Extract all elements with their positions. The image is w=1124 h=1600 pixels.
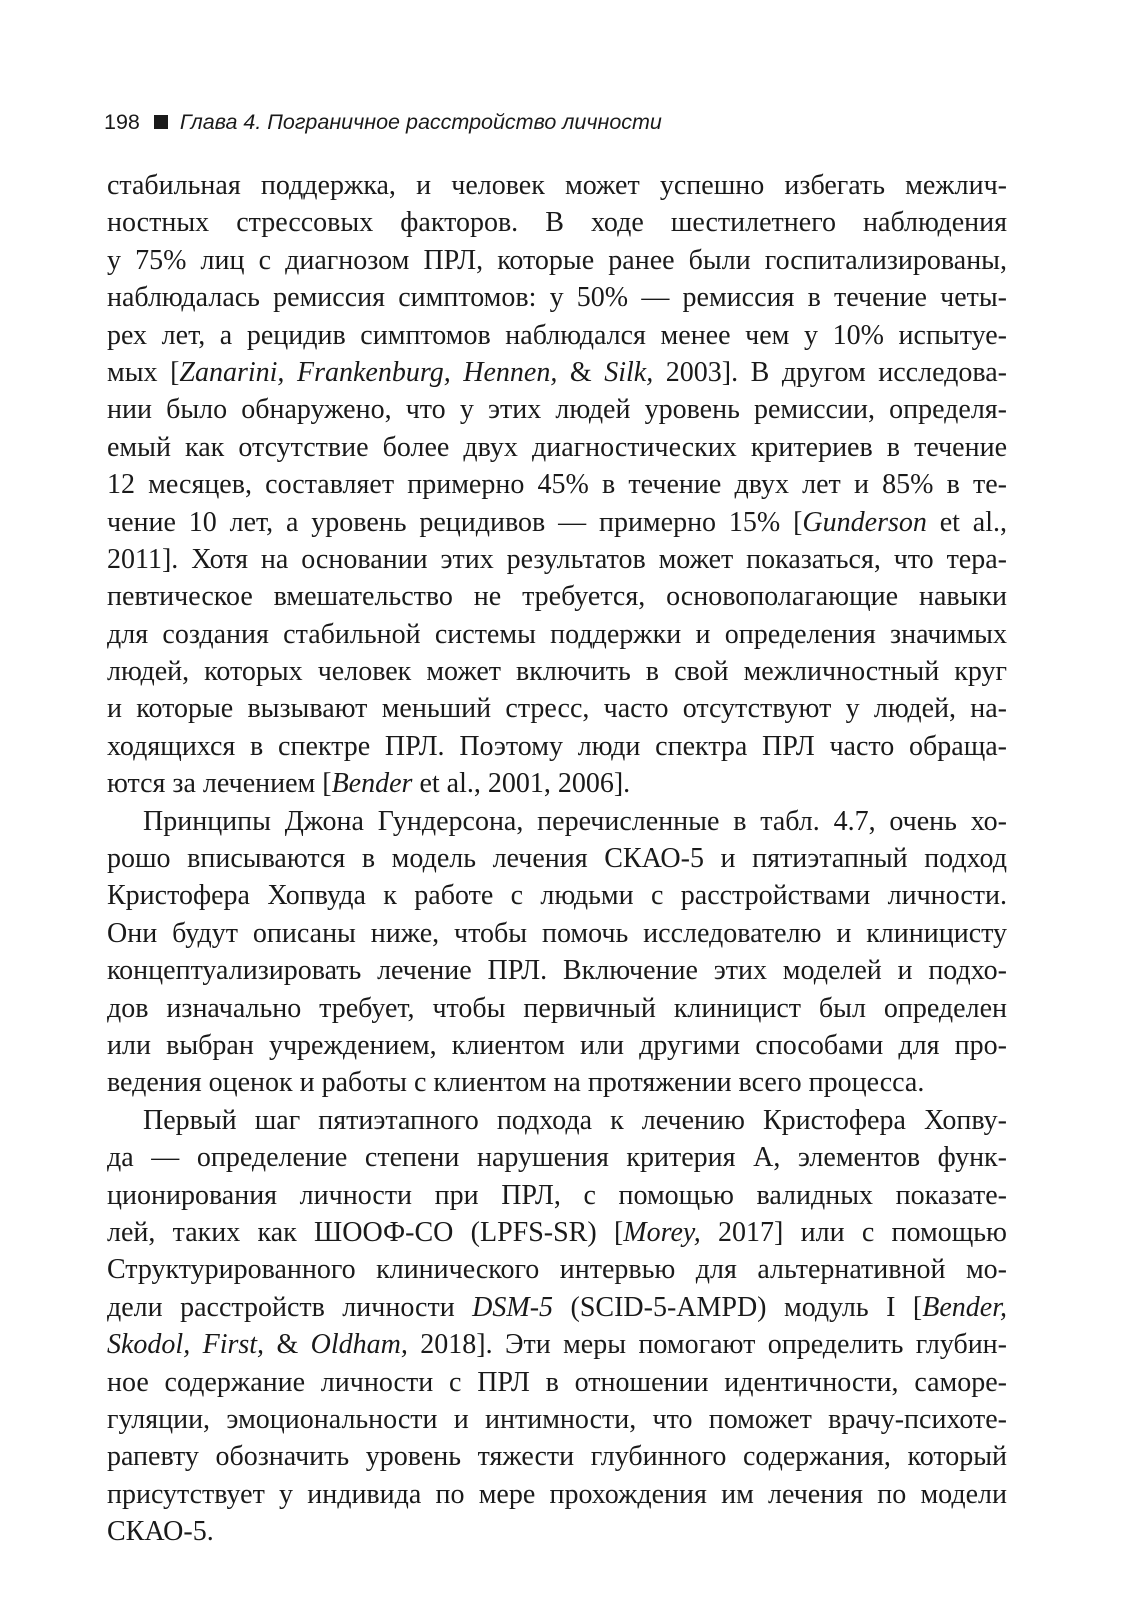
text-run: Они будут описаны ниже, чтобы помочь исследователю и клиницисту	[107, 917, 1007, 949]
bullet-square-icon	[154, 115, 168, 129]
text-run: Кристофера Хопвуда к работе с людьми с расстройствами личности.	[107, 880, 1007, 912]
text-line	[107, 1251, 1007, 1288]
citation-italic: Bender,	[922, 1291, 1007, 1323]
text-line	[107, 877, 1007, 914]
text-line	[107, 803, 1007, 840]
text-line	[107, 578, 1007, 615]
text-run: и которые вызывают меньший стресс, часто отсутствуют у людей, на-	[107, 693, 1007, 725]
text-run: 2003]. В другом исследова-	[653, 356, 1007, 388]
text-line	[107, 1513, 1007, 1550]
text-run: рапевту обозначить уровень тяжести глубинного содержания, который	[107, 1441, 1007, 1473]
text-run: гуляции, эмоциональности и интимности, что поможет врачу-психоте-	[107, 1403, 1007, 1435]
text-line	[107, 616, 1007, 653]
text-line	[107, 317, 1007, 354]
text-run: Структурированного клинического интервью для альтернативной мо-	[107, 1254, 1007, 1286]
chapter-title: Глава 4. Пограничное расстройство личности	[179, 110, 662, 134]
text-line	[107, 765, 1007, 802]
text-line	[107, 391, 1007, 428]
paragraph	[107, 803, 1007, 1102]
text-run: да — определение степени нарушения критерия А, элементов функ-	[107, 1142, 1007, 1174]
text-run: ведения оценок и работы с клиентом на протяжении всего процесса.	[107, 1067, 925, 1099]
text-line	[107, 1401, 1007, 1438]
citation-italic: DSM-5	[472, 1291, 554, 1323]
text-run: ностных стрессовых факторов. В ходе шестилетнего наблюдения	[107, 207, 1007, 239]
text-run: лей, таких как ШООФ-СО (LPFS-SR) [	[107, 1216, 624, 1248]
text-run: СКАО-5.	[107, 1516, 214, 1548]
text-line	[107, 1214, 1007, 1251]
citation-italic: Skodol, First,	[107, 1329, 265, 1361]
citation-italic: Oldham,	[310, 1329, 408, 1361]
paragraph	[107, 1102, 1007, 1551]
citation-italic: Gunderson	[802, 506, 927, 538]
text-line	[107, 1289, 1007, 1326]
citation-italic: Zanarini, Frankenburg, Hennen,	[179, 356, 558, 388]
text-line	[107, 1027, 1007, 1064]
text-run: 12 месяцев, составляет примерно 45% в течение двух лет и 85% в те-	[107, 469, 1007, 501]
text-run: ное содержание личности с ПРЛ в отношении идентичности, саморе-	[107, 1366, 1007, 1398]
text-line	[107, 279, 1007, 316]
text-run: стабильная поддержка, и человек может успешно избегать межлич-	[107, 170, 1007, 201]
text-line	[107, 167, 1007, 204]
text-run: рех лет, а рецидив симптомов наблюдался менее чем у 10% испытуе-	[107, 319, 1007, 351]
text-line	[107, 1102, 1007, 1139]
text-run: (SCID-5-AMPD) модуль I [	[553, 1291, 923, 1323]
text-run: присутствует у индивида по мере прохождения им лечения по модели	[107, 1478, 1007, 1510]
text-run: дов изначально требует, чтобы первичный клиницист был определен	[107, 992, 1007, 1024]
text-run: или выбран учреждением, клиентом или другими способами для про-	[107, 1029, 1007, 1061]
text-run: концептуализировать лечение ПРЛ. Включение этих моделей и подхо-	[107, 955, 1007, 987]
text-line	[107, 653, 1007, 690]
text-run: Принципы Джона Гундерсона, перечисленные в табл. 4.7, очень хо-	[143, 805, 1007, 837]
citation-italic: Morey,	[623, 1216, 701, 1248]
text-line	[107, 204, 1007, 241]
text-run: наблюдалась ремиссия симптомов: у 50% — ремиссия в течение четы-	[107, 282, 1007, 314]
text-run: дели расстройств личности	[107, 1291, 473, 1323]
text-line	[107, 466, 1007, 503]
text-line	[107, 1139, 1007, 1176]
text-line	[107, 990, 1007, 1027]
text-line	[107, 354, 1007, 391]
text-line	[107, 1364, 1007, 1401]
text-line	[107, 429, 1007, 466]
text-line	[107, 1177, 1007, 1214]
text-run: et al., 2001, 2006].	[412, 768, 631, 800]
text-line	[107, 504, 1007, 541]
text-run: рошо вписываются в модель лечения СКАО-5 и пятиэтапный подход	[107, 843, 1007, 875]
text-line	[107, 915, 1007, 952]
text-run: &	[557, 356, 605, 388]
text-run: 2018]. Эти меры помогают определить глубин-	[407, 1329, 1007, 1361]
text-line	[107, 1064, 1007, 1101]
text-run: 2011]. Хотя на основании этих результатов может показаться, что тера-	[107, 543, 1007, 575]
text-line	[107, 690, 1007, 727]
text-run: 2017] или с помощью	[700, 1216, 1007, 1248]
text-run: мых [	[107, 356, 180, 388]
text-run: у 75% лиц с диагнозом ПРЛ, которые ранее были госпитализированы,	[107, 244, 1007, 276]
text-line	[107, 242, 1007, 279]
page-number: 198	[104, 110, 140, 134]
text-line	[107, 541, 1007, 578]
citation-italic: Silk,	[604, 356, 654, 388]
text-line	[107, 952, 1007, 989]
text-run: ются за лечением [	[107, 768, 332, 800]
text-run: ходящихся в спектре ПРЛ. Поэтому люди спектра ПРЛ часто обраща-	[107, 730, 1007, 762]
body-text	[107, 167, 1007, 1550]
text-run: людей, которых человек может включить в свой межличностный круг	[107, 656, 1007, 688]
text-line	[107, 1326, 1007, 1363]
text-run: ционирования личности при ПРЛ, с помощью валидных показате-	[107, 1179, 1007, 1211]
text-run: певтическое вмешательство не требуется, основополагающие навыки	[107, 581, 1007, 613]
text-line	[107, 1476, 1007, 1513]
text-line	[107, 728, 1007, 765]
text-run: &	[264, 1329, 311, 1361]
text-run: емый как отсутствие более двух диагностических критериев в течение	[107, 431, 1007, 463]
citation-italic: Bender	[331, 768, 413, 800]
text-line	[107, 840, 1007, 877]
paragraph	[107, 167, 1007, 803]
text-run: чение 10 лет, а уровень рецидивов — примерно 15% [	[107, 506, 803, 538]
text-line	[107, 1438, 1007, 1475]
text-run: et al.,	[926, 506, 1007, 538]
running-header	[104, 108, 662, 136]
text-run: для создания стабильной системы поддержки и определения значимых	[107, 618, 1007, 650]
text-run: Первый шаг пятиэтапного подхода к лечению Кристофера Хопву-	[143, 1104, 1007, 1136]
text-run: нии было обнаружено, что у этих людей уровень ремиссии, определя-	[107, 394, 1007, 426]
